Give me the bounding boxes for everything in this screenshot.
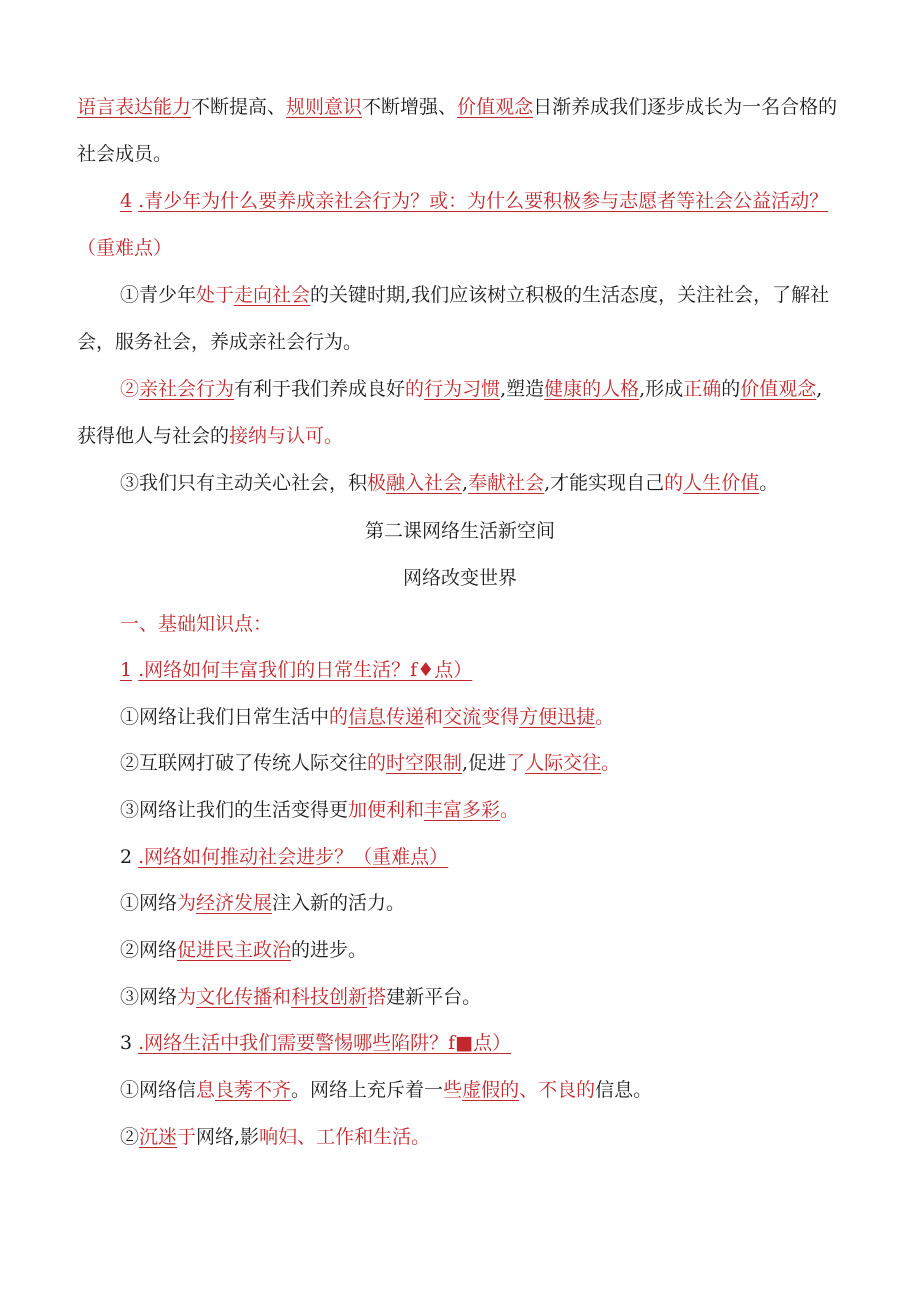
text: 。网络上充斥着一: [291, 1079, 444, 1101]
text: 注入新的活力。: [272, 892, 406, 914]
text: 的: [664, 472, 684, 494]
text: 的: [329, 706, 349, 728]
question-number: 1: [120, 659, 133, 681]
key-term: 价值观念: [457, 96, 534, 118]
key-term: 人生: [683, 472, 722, 494]
text: 会，服务社会，养成亲社会行为。: [77, 331, 363, 353]
text: 的: [405, 378, 425, 400]
key-term: 文化传播: [196, 986, 273, 1008]
difficulty-tag: [0, 233, 920, 263]
text: 。: [500, 799, 520, 821]
text: ③网络让我们的生活变得更: [120, 799, 349, 821]
section-title-text: 网络改变世界: [402, 567, 517, 589]
key-term: 亲社会行为: [139, 378, 235, 400]
text: 日渐养成我们逐步成长为一名合格的: [533, 96, 838, 118]
key-term: 促进民主政治: [177, 939, 292, 961]
text: ③我们只有主动关心社会，积: [120, 472, 368, 494]
text: ②网络: [120, 939, 178, 961]
key-term: 时空限制: [386, 752, 463, 774]
text: 些: [443, 1079, 463, 1101]
text: 社会成员。: [77, 143, 173, 165]
question-heading: [0, 842, 920, 872]
section-title: [0, 563, 920, 593]
text: 息: [196, 1079, 216, 1101]
basics-text: 一、基础知识点：: [120, 613, 273, 635]
text: ,: [462, 472, 469, 494]
question-number: 2: [120, 846, 133, 868]
text: 的: [721, 378, 741, 400]
text: ①网络让我们日常生活中: [120, 706, 330, 728]
text: 不断提高、: [191, 96, 287, 118]
question-text: .网络生活中我们需要警惕哪些陷阱？f■点）: [138, 1032, 512, 1054]
key-term: 沉迷: [139, 1126, 178, 1148]
key-term: 融入社会: [386, 472, 463, 494]
answer-line: [0, 888, 920, 918]
lesson-title-text: 第二课网络生活新空间: [364, 520, 555, 542]
answer-line: [0, 935, 920, 965]
key-term: 健康的人格: [544, 378, 640, 400]
text: 的: [367, 752, 387, 774]
text: ②: [120, 1126, 140, 1148]
text: 有利于我们养成良好: [234, 378, 406, 400]
paragraph-line: [0, 139, 920, 169]
tag-text: （重难点）: [77, 237, 173, 259]
text: 变得: [481, 706, 520, 728]
text: 和: [272, 986, 292, 1008]
question-text: .网络如何推动社会进步？（重难点）: [138, 846, 449, 868]
text: 处于: [196, 284, 235, 306]
answer-line: [0, 421, 920, 451]
answer-line: [0, 374, 920, 404]
text: ,促进: [462, 752, 507, 774]
key-term: 行为习惯: [424, 378, 501, 400]
basics-heading: [0, 609, 920, 639]
answer-line: [0, 280, 920, 310]
text: 和: [424, 706, 444, 728]
question-heading: [0, 186, 920, 216]
answer-line: [0, 327, 920, 357]
key-term: 信息传递: [348, 706, 425, 728]
text: 为: [177, 986, 197, 1008]
answer-line: [0, 468, 920, 498]
key-term: 交流: [443, 706, 482, 728]
question-text: .青少年为什么要养成亲社会行为？或：为什么要积极参与志愿者等社会公益活动？: [138, 190, 829, 212]
key-term: 经济发展: [196, 892, 273, 914]
text: 信息。: [595, 1079, 653, 1101]
question-heading: [0, 655, 920, 685]
text: ③网络: [120, 986, 178, 1008]
key-term: 走向社会: [234, 284, 311, 306]
answer-line: [0, 982, 920, 1012]
question-heading: [0, 1028, 920, 1058]
text: ①网络信: [120, 1079, 197, 1101]
text: ,塑造: [500, 378, 545, 400]
text: ①青少年: [120, 284, 197, 306]
answer-line: [0, 702, 920, 732]
text: 。: [759, 472, 779, 494]
text: 的进步。: [291, 939, 368, 961]
text: ,: [816, 378, 823, 400]
key-term: 丰富多彩: [424, 799, 501, 821]
text: 获得他人与社会的: [77, 425, 230, 447]
lesson-title: [0, 516, 920, 546]
text: 了: [506, 752, 526, 774]
key-term: 语言表达能力: [77, 96, 192, 118]
answer-line: [0, 795, 920, 825]
paragraph-line: [0, 92, 920, 122]
question-number: 4: [120, 190, 133, 212]
key-term: 价值观念: [740, 378, 817, 400]
key-term: 科技创新: [291, 986, 368, 1008]
key-term: 人际交往: [525, 752, 602, 774]
text: 加便利和: [348, 799, 425, 821]
answer-line: [0, 1122, 920, 1152]
text: ,形成: [639, 378, 684, 400]
text: 为: [177, 892, 197, 914]
text: 的关键时期,我们应该树立积极的生活态度，关注社会，了解社: [310, 284, 830, 306]
text: 。: [595, 706, 615, 728]
text: 极: [367, 472, 387, 494]
text: 、不良: [519, 1079, 577, 1101]
key-term: 接纳与认可。: [229, 425, 344, 447]
text: 网络,影: [196, 1126, 260, 1148]
text: 响妇、工作和生活。: [259, 1126, 431, 1148]
question-text: .网络如何丰富我们的日常生活？f♦点）: [138, 659, 473, 681]
text: ,才能实现自己: [544, 472, 665, 494]
text: 正确: [683, 378, 722, 400]
text: ①网络: [120, 892, 178, 914]
key-term: 虚假的: [462, 1079, 520, 1101]
key-term: 价值: [721, 472, 760, 494]
text: 。: [601, 752, 621, 774]
question-number: 3: [120, 1032, 133, 1054]
text: ②互联网打破了传统人际交往: [120, 752, 368, 774]
key-term: 奉献社会: [468, 472, 545, 494]
text: 的: [576, 1079, 596, 1101]
key-term: 方便迅捷: [519, 706, 596, 728]
text: 不断增强、: [362, 96, 458, 118]
answer-line: [0, 748, 920, 778]
text: ②: [120, 378, 140, 400]
text: 建新平台。: [386, 986, 482, 1008]
answer-line: [0, 1075, 920, 1105]
text: 搭: [367, 986, 387, 1008]
key-term: 规则意识: [286, 96, 363, 118]
text: 于: [177, 1126, 197, 1148]
key-term: 良莠不齐: [215, 1079, 292, 1101]
